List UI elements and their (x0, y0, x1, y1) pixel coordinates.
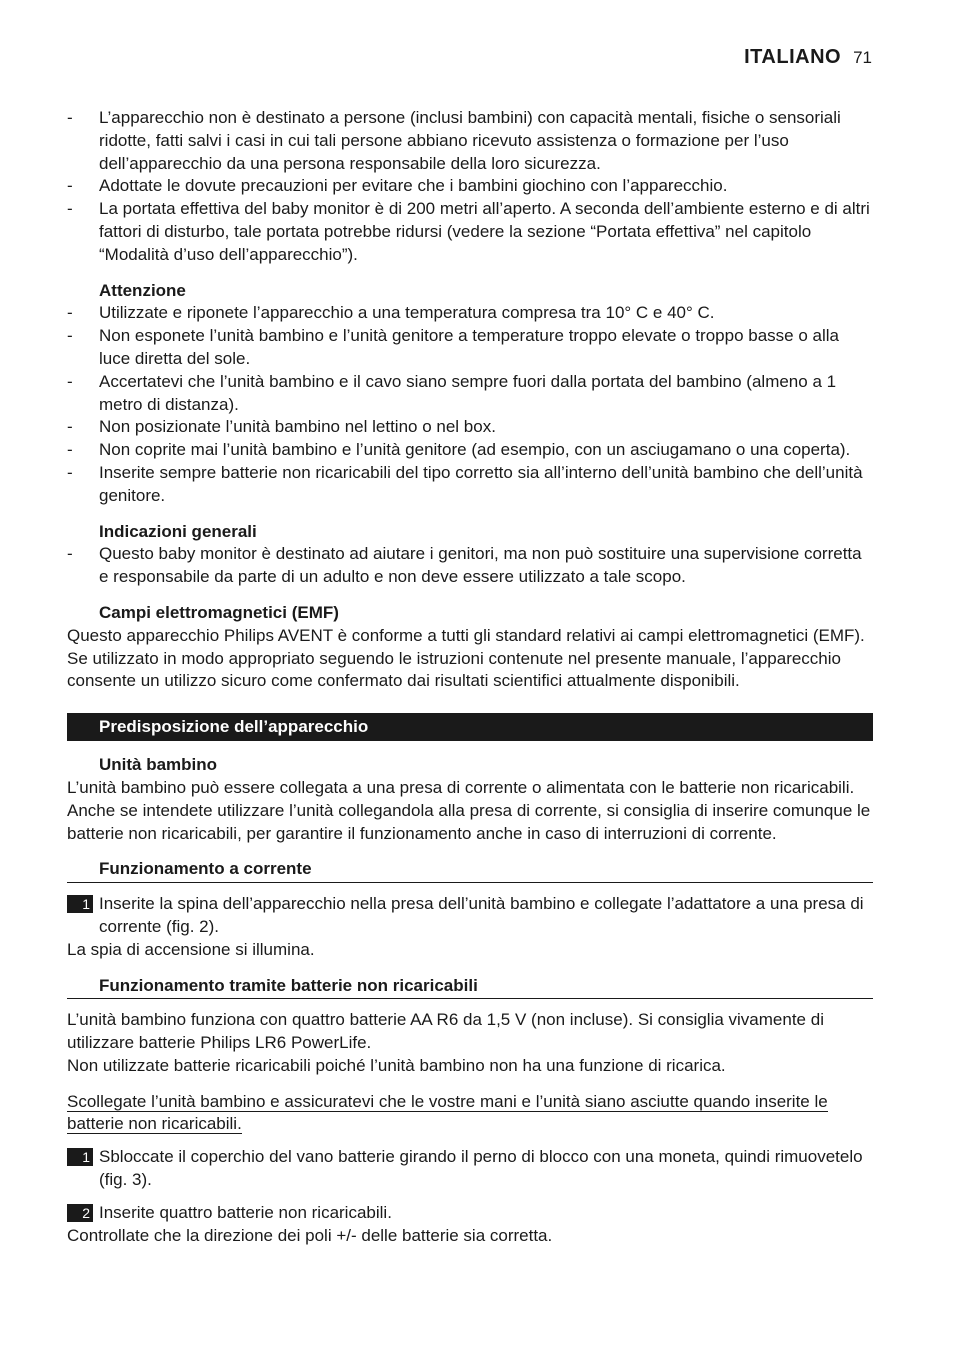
list-item: - Non esponete l’unità bambino e l’unità genitore a temperature troppo elevate o troppo basse o alla luce diretta del sole. (67, 325, 873, 371)
step-text: Inserite quattro batterie non ricaricabili. (99, 1202, 392, 1222)
list-item: - Utilizzate e riponete l’apparecchio a una temperatura compresa tra 10° C e 40° C. (67, 302, 873, 325)
battery-warning (67, 1091, 873, 1137)
page-number: 71 (853, 48, 872, 67)
mains-note: La spia di accensione si illumina. (67, 939, 315, 959)
unit-text: L’unità bambino può essere collegata a una presa di corrente o alimentata con le batterie non ricaricabili. Anche se intendete utilizzare l’unità collegandola alla presa di corrente, si consiglia di inserire comunque le batterie non ricaricabili, per garantire il funzionamento anche in caso di interruzioni di corrente. (67, 777, 871, 843)
battery-heading: Funzionamento tramite batterie non ricaricabili (67, 975, 873, 1000)
mains-step-1 (67, 893, 873, 939)
attenzione-list (67, 302, 873, 507)
list-item: - Questo baby monitor è destinato ad aiutare i genitori, ma non può sostituire una supervisione corretta e responsabile da parte di un adulto e non deve essere utilizzato a tale scopo. (67, 543, 873, 589)
emf-text: Questo apparecchio Philips AVENT è conforme a tutti gli standard relativi ai campi elettromagnetici (EMF). Se utilizzato in modo appropriato seguendo le istruzioni contenute nel presente manuale, l’apparecchio consente un utilizzo sicuro come confermato dai risultati scientifici attualmente disponibili. (67, 625, 865, 691)
generali-heading: Indicazioni generali (99, 521, 257, 541)
list-item: - La portata effettiva del baby monitor è di 200 metri all’aperto. A seconda dell’ambiente esterno e di altri fattori di disturbo, tale portata potrebbe ridursi (vedere la sezione “Portata effettiva” nel capitolo “Modalità d’uso dell’apparecchio”). (67, 198, 873, 266)
step-number: 1 (67, 895, 93, 913)
list-item: - L’apparecchio non è destinato a persone (inclusi bambini) con capacità mentali, fisiche o sensoriali ridotte, fatti salvi i casi in cui tali persone abbiano ricevuto assistenza o formazione per l’uso dell’apparecchio da una persona responsabile della loro sicurezza. (67, 107, 873, 175)
list-item: - Non posizionate l’unità bambino nel lettino o nel box. (67, 416, 873, 439)
emf-heading: Campi elettromagnetici (EMF) (99, 602, 339, 622)
battery-note: Controllate che la direzione dei poli +/- delle batterie sia corretta. (67, 1225, 553, 1245)
battery-step-2 (67, 1202, 873, 1225)
page-content (67, 107, 873, 1247)
list-item: - Accertatevi che l’unità bambino e il cavo siano sempre fuori dalla portata del bambino (almeno a 1 metro di distanza). (67, 371, 873, 417)
step-number: 2 (67, 1204, 93, 1222)
battery-text-1: L’unità bambino funziona con quattro batterie AA R6 da 1,5 V (non incluse). Si consiglia vivamente di utilizzare batterie Philips LR6 PowerLife. (67, 1010, 824, 1053)
page-header (744, 46, 872, 69)
warning-text: Scollegate l’unità bambino e assicuratevi che le vostre mani e l’unità siano asciutte quando inserite le batterie non ricaricabili. (67, 1091, 828, 1134)
language-label: ITALIANO (744, 46, 842, 68)
step-number: 1 (67, 1148, 93, 1166)
battery-step-1 (67, 1146, 873, 1192)
list-item: - Adottate le dovute precauzioni per evitare che i bambini giochino con l’apparecchio. (67, 175, 873, 198)
battery-text-2: Non utilizzate batterie ricaricabili poiché l’unità bambino non ha una funzione di ricarica. (67, 1055, 726, 1075)
attenzione-heading: Attenzione (99, 280, 186, 300)
list-item: - Non coprite mai l’unità bambino e l’unità genitore (ad esempio, con un asciugamano o una coperta). (67, 439, 873, 462)
step-text: Sbloccate il coperchio del vano batterie girando il perno di blocco con una moneta, quindi rimuovetelo (fig. 3). (99, 1147, 863, 1190)
unit-heading: Unità bambino (99, 755, 218, 775)
list-item: - Inserite sempre batterie non ricaricabili del tipo corretto sia all’interno dell’unità bambino che dell’unità genitore. (67, 462, 873, 508)
step-text: Inserite la spina dell’apparecchio nella presa dell’unità bambino e collegate l’adattatore a una presa di corrente (fig. 2). (99, 894, 864, 936)
intro-list (67, 107, 873, 267)
generali-list (67, 543, 873, 589)
mains-heading: Funzionamento a corrente (67, 858, 873, 883)
section-title-bar: Predisposizione dell’apparecchio (67, 713, 873, 741)
